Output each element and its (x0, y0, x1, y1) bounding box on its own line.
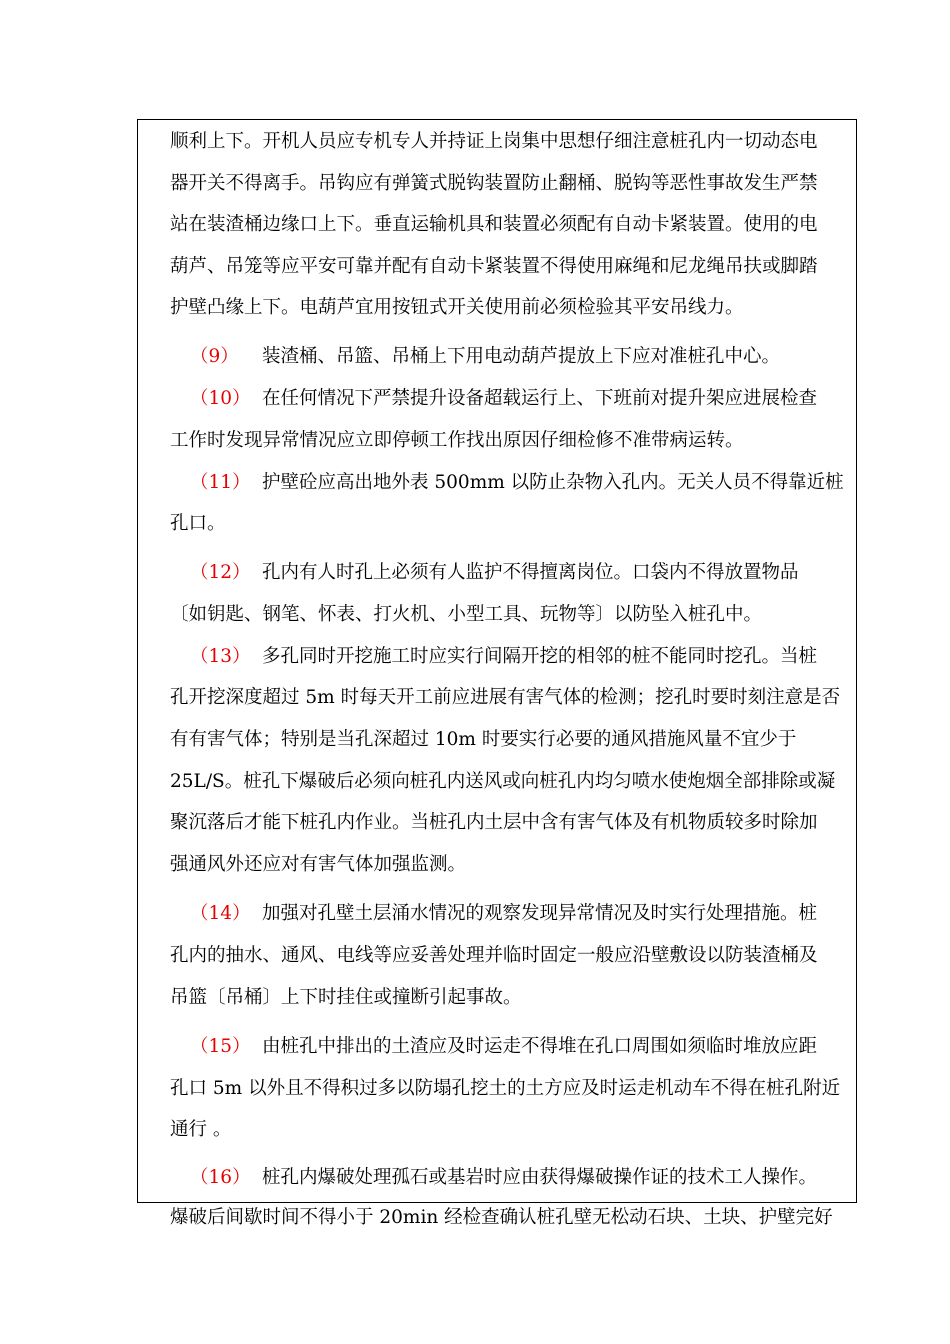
numbered-paragraph-line (190, 468, 844, 498)
numbered-paragraph-line (190, 384, 817, 414)
line-text: 孔内有人时孔上必须有人监护不得擅离岗位。口袋内不得放置物品 (262, 562, 799, 583)
line-text: 孔口。 (170, 513, 226, 534)
line-text: 器开关不得离手。吊钩应有弹簧式脱钩装置防止翻桶、脱钩等恶性事故发生严禁 (170, 173, 818, 194)
paragraph-line (170, 509, 226, 539)
line-text: 孔开挖深度超过 5m 时每天开工前应进展有害气体的检测；挖孔时要时刻注意是否 (170, 687, 841, 708)
paragraph-line (170, 1115, 231, 1145)
item-number: （13） (190, 646, 251, 667)
line-text: 站在装渣桶边缘口上下。垂直运输机具和装置必须配有自动卡紧装置。使用的电 (170, 214, 818, 235)
paragraph-line (170, 683, 840, 713)
paragraph-line (170, 725, 796, 755)
paragraph-line (170, 600, 762, 630)
line-text: 吊篮〔吊桶〕上下时挂住或撞断引起事故。 (170, 987, 522, 1008)
paragraph-line (170, 983, 522, 1013)
line-text: 有有害气体；特别是当孔深超过 10m 时要实行必要的通风措施风量不宜少于 (170, 729, 797, 750)
line-text: 孔内的抽水、通风、电线等应妥善处理并临时固定一般应沿壁敷设以防装渣桶及 (170, 945, 818, 966)
document-frame (137, 119, 857, 1228)
item-number: （14） (190, 903, 251, 924)
paragraph-line (170, 850, 466, 880)
line-text: 多孔同时开挖施工时应实行间隔开挖的相邻的桩不能同时挖孔。当桩 (262, 646, 818, 667)
numbered-paragraph-line (190, 1163, 817, 1193)
item-number: （11） (190, 472, 251, 493)
numbered-paragraph-line (190, 642, 817, 672)
line-text: 顺利上下。开机人员应专机专人并持证上岗集中思想仔细注意桩孔内一切动态电 (170, 131, 818, 152)
line-text: 通行 。 (170, 1119, 232, 1140)
line-text: 装渣桶、吊篮、吊桶上下用电动葫芦提放上下应对准桩孔中心。 (262, 346, 781, 367)
numbered-paragraph-line (190, 558, 799, 588)
item-number: （12） (190, 562, 251, 583)
item-number: （15） (190, 1036, 251, 1057)
paragraph-line (170, 210, 818, 240)
line-text: 25L/S。桩孔下爆破后必须向桩孔内送风或向桩孔内均匀喷水使炮烟全部排除或凝 (170, 771, 836, 792)
item-number: （9） (190, 346, 239, 367)
line-text: 聚沉落后才能下桩孔内作业。当桩孔内土层中含有害气体及有机物质较多时除加 (170, 812, 818, 833)
paragraph-line (170, 808, 818, 838)
line-text: 工作时发现异常情况应立即停顿工作找出原因仔细检修不准带病运转。 (170, 430, 744, 451)
line-text: 〔如钥匙、钢笔、怀表、打火机、小型工具、玩物等〕以防坠入桩孔中。 (170, 604, 763, 625)
line-text: 护壁凸缘上下。电葫芦宜用按钮式开关使用前必须检验其平安吊线力。 (170, 297, 744, 318)
paragraph-line (170, 1074, 840, 1104)
line-text: 加强对孔壁土层涌水情况的观察发现异常情况及时实行处理措施。桩 (262, 903, 818, 924)
item-number: （16） (190, 1167, 251, 1188)
numbered-paragraph-line (190, 342, 780, 372)
line-text: 孔口 5m 以外且不得积过多以防塌孔挖土的土方应及时运走机动车不得在桩孔附近 (170, 1078, 841, 1099)
numbered-paragraph-line (190, 1032, 817, 1062)
paragraph-line (170, 767, 835, 797)
line-text: 爆破后间歇时间不得小于 20min 经检查确认桩孔壁无松动石块、土块、护壁完好 (170, 1207, 833, 1228)
paragraph-line (170, 252, 818, 282)
line-text: 在任何情况下严禁提升设备超载运行上、下班前对提升架应进展检查 (262, 388, 818, 409)
line-text: 桩孔内爆破处理孤石或基岩时应由获得爆破操作证的技术工人操作。 (262, 1167, 818, 1188)
paragraph-line (170, 1203, 833, 1233)
paragraph-line (170, 169, 818, 199)
paragraph-line (170, 127, 818, 157)
line-text: 护壁砼应高出地外表 500mm 以防止杂物入孔内。无关人员不得靠近桩 (262, 472, 844, 493)
line-text: 强通风外还应对有害气体加强监测。 (170, 854, 467, 875)
line-text: 葫芦、吊笼等应平安可靠并配有自动卡紧装置不得使用麻绳和尼龙绳吊扶或脚踏 (170, 256, 818, 277)
paragraph-line (170, 293, 744, 323)
paragraph-line (170, 941, 818, 971)
line-text: 由桩孔中排出的土渣应及时运走不得堆在孔口周围如须临时堆放应距 (262, 1036, 818, 1057)
paragraph-line (170, 426, 744, 456)
item-number: （10） (190, 388, 251, 409)
numbered-paragraph-line (190, 899, 817, 929)
